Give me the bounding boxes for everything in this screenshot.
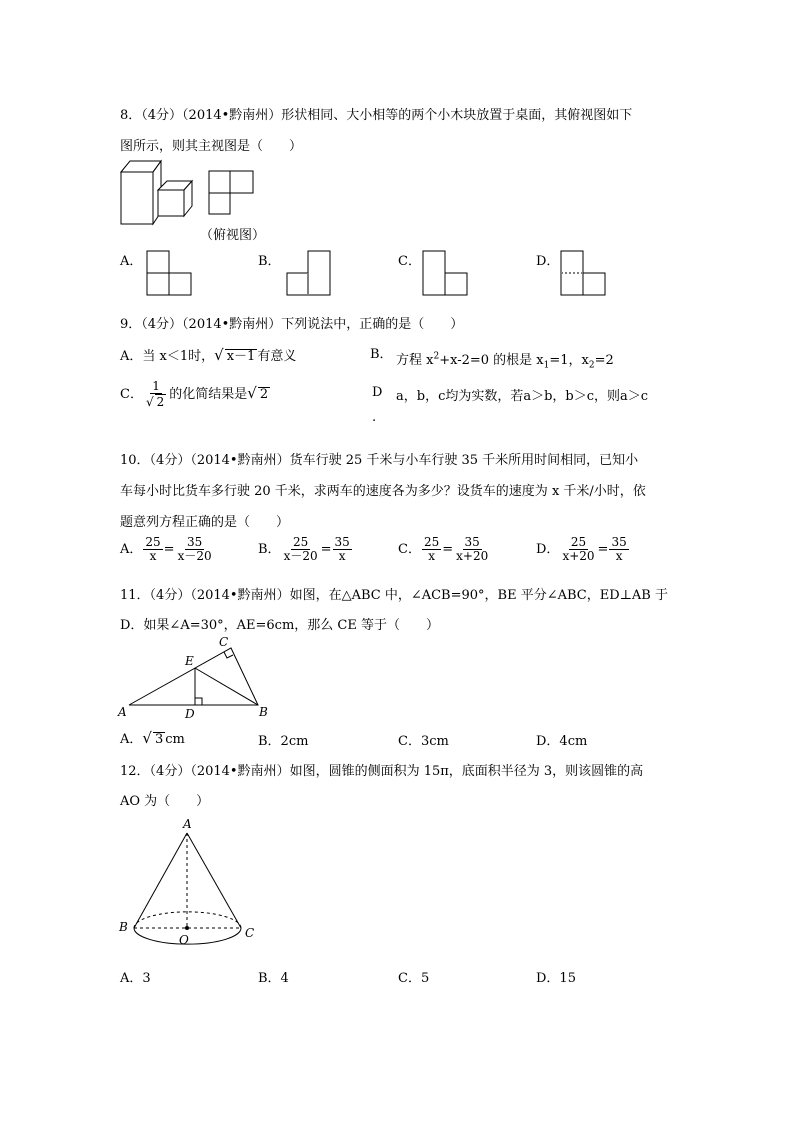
q10-option-c: C． $\frac{25}{x}$ = $\frac{35}{x+20}$ [398,535,489,563]
q9-option-c [120,380,270,409]
q12-option-a: A．3 [120,971,151,986]
q9-option-d-label: D [372,385,383,400]
q11-label-b: B [259,705,268,719]
q12-label-b: B [119,920,128,934]
sqrt-sign-icon: √ [142,729,152,747]
q11-label-a: A [118,705,127,719]
sqrt-sign-icon: √ [214,346,224,364]
q8-3d-figure [120,160,195,226]
q9-option-b-sup: 2 [433,351,440,362]
q12-option-c: C．5 [398,971,430,986]
q11-option-d: D．4cm [536,734,588,749]
q9-option-a-radicand: x－1 [226,349,256,364]
q12-label-o: O [179,933,189,947]
q9-option-b-sub2: 2 [588,360,595,371]
q10-option-a-frac2: $\frac{35}{x-20}$ [177,535,212,563]
q10-option-c-frac1: $\frac{25}{x}$ [423,535,440,563]
q9-option-a-post: 有意义 [257,349,297,364]
q11-option-a-radicand: 3 [154,732,164,747]
q8-option-a-label: A． [120,254,143,269]
q9-option-c-radicand: 2 [259,387,269,402]
q9-option-c-post: 的化简结果是 [169,387,248,402]
q8-option-d-label: D． [536,254,560,269]
q10-option-d-frac2: $\frac{35}{x}$ [611,535,627,563]
q8-stem-line2: 图所示，则其主视图是（ ） [120,139,303,154]
q10-option-b-frac2: $\frac{35}{x}$ [334,535,350,563]
q9-option-a-label: A． [120,349,143,364]
q9-stem: 9．（4分）（2014•黔南州）下列说法中，正确的是（ ） [120,317,464,332]
q10-option-c-label: C． [398,542,421,557]
q8-option-b-figure [286,250,334,298]
q9-option-d-text: a，b，c均为实数，若a＞b，b＞c，则a＞c [396,389,649,404]
q10-option-b-label: B． [258,542,281,557]
q11-label-c: C [219,635,229,649]
q8-stem-line1: 8．（4分）（2014•黔南州）形状相同、大小相等的两个小木块放置于桌面，其俯视图如下 [120,108,633,123]
q9-option-b-mid: +x-2=0 的根是 x [439,353,544,368]
q9-option-c-numerator: 1 [152,379,160,393]
q10-option-a-frac1: $\frac{25}{x}$ [145,535,161,563]
q10-stem-line1: 10．（4分）（2014•黔南州）货车行驶 25 千米与小车行驶 35 千米所用时间相同，已知小 [120,453,639,468]
q11-stem-line1: 11．（4分）（2014•黔南州）如图，在△ABC 中，∠ACB=90°，BE 平分∠ABC，ED⊥AB 于 [120,588,668,603]
q10-option-b: B． $\frac{25}{x-20}$ = $\frac{35}{x}$ [258,535,350,563]
q8-option-d-figure [560,250,608,298]
q10-option-c-frac2: $\frac{35}{x+20}$ [456,535,489,563]
q8-option-b-label: B． [258,254,281,269]
q12-label-c: C [245,926,255,940]
q10-option-a: A． $\frac{25}{x}$ = $\frac{35}{x-20}$ [120,535,212,563]
q8-caption: （俯视图） [200,228,266,243]
q11-label-d: D [185,707,195,721]
q9-option-c-label: C． [120,387,143,402]
q8-option-c-figure [422,250,470,298]
q9-option-a-pre: 当 x＜1时， [142,349,215,364]
q9-option-b-label: B． [370,347,393,362]
q8-option-a-figure [146,250,194,298]
q10-option-d-frac1: $\frac{25}{x+20}$ [562,535,595,563]
q9-option-b-post: =2 [594,353,614,368]
q11-triangle-figure [115,634,270,724]
q12-cone-figure [115,818,265,950]
q10-stem-line3: 题意列方程正确的是（ ） [120,515,290,530]
q11-option-c: C．3cm [398,734,449,749]
q10-option-d-label: D． [536,542,560,557]
q8-top-view [208,170,256,216]
q11-stem-line2: D．如果∠A=30°，AE=6cm，那么 CE 等于（ ） [120,618,439,633]
q9-option-b-mid2: =1，x [549,353,589,368]
q10-option-d: D． $\frac{25}{x+20}$ = $\frac{35}{x}$ [536,535,627,563]
sqrt-sign-icon: √ [145,395,154,409]
q9-option-b-sub1: 1 [543,360,550,371]
q9-option-b [396,349,614,371]
q11-option-a-label: A． [120,732,143,747]
q10-option-b-frac1: $\frac{25}{x-20}$ [283,535,318,563]
q12-option-d: D．15 [536,971,576,986]
q10-option-a-label: A． [120,542,143,557]
q12-stem-line2: AO 为（ ） [120,794,210,809]
q9-option-b-pre: 方程 x [396,353,434,368]
q9-option-c-denominator [144,394,168,409]
q9-option-a [120,345,296,364]
q10-stem-line2: 车每小时比货车多行驶 20 千米，求两车的速度各为多少？设货车的速度为 x 千米/小时，依 [120,484,646,499]
q11-option-a [120,728,185,747]
q12-label-a: A [183,817,192,831]
q11-option-a-unit: cm [165,732,185,747]
q12-option-b: B．4 [258,971,289,986]
q12-stem-line1: 12．（4分）（2014•黔南州）如图，圆锥的侧面积为 15π，底面积半径为 3，则该圆锥的高 [120,764,644,779]
q9-option-c-fraction [144,380,168,409]
q11-option-b: B．2cm [258,734,309,749]
sqrt-sign-icon: √ [247,384,257,402]
q11-label-e: E [185,654,194,668]
q9-option-d-dot: . [372,410,377,425]
q9-option-c-den-radicand: 2 [156,395,165,409]
q8-option-c-label: C． [398,254,421,269]
